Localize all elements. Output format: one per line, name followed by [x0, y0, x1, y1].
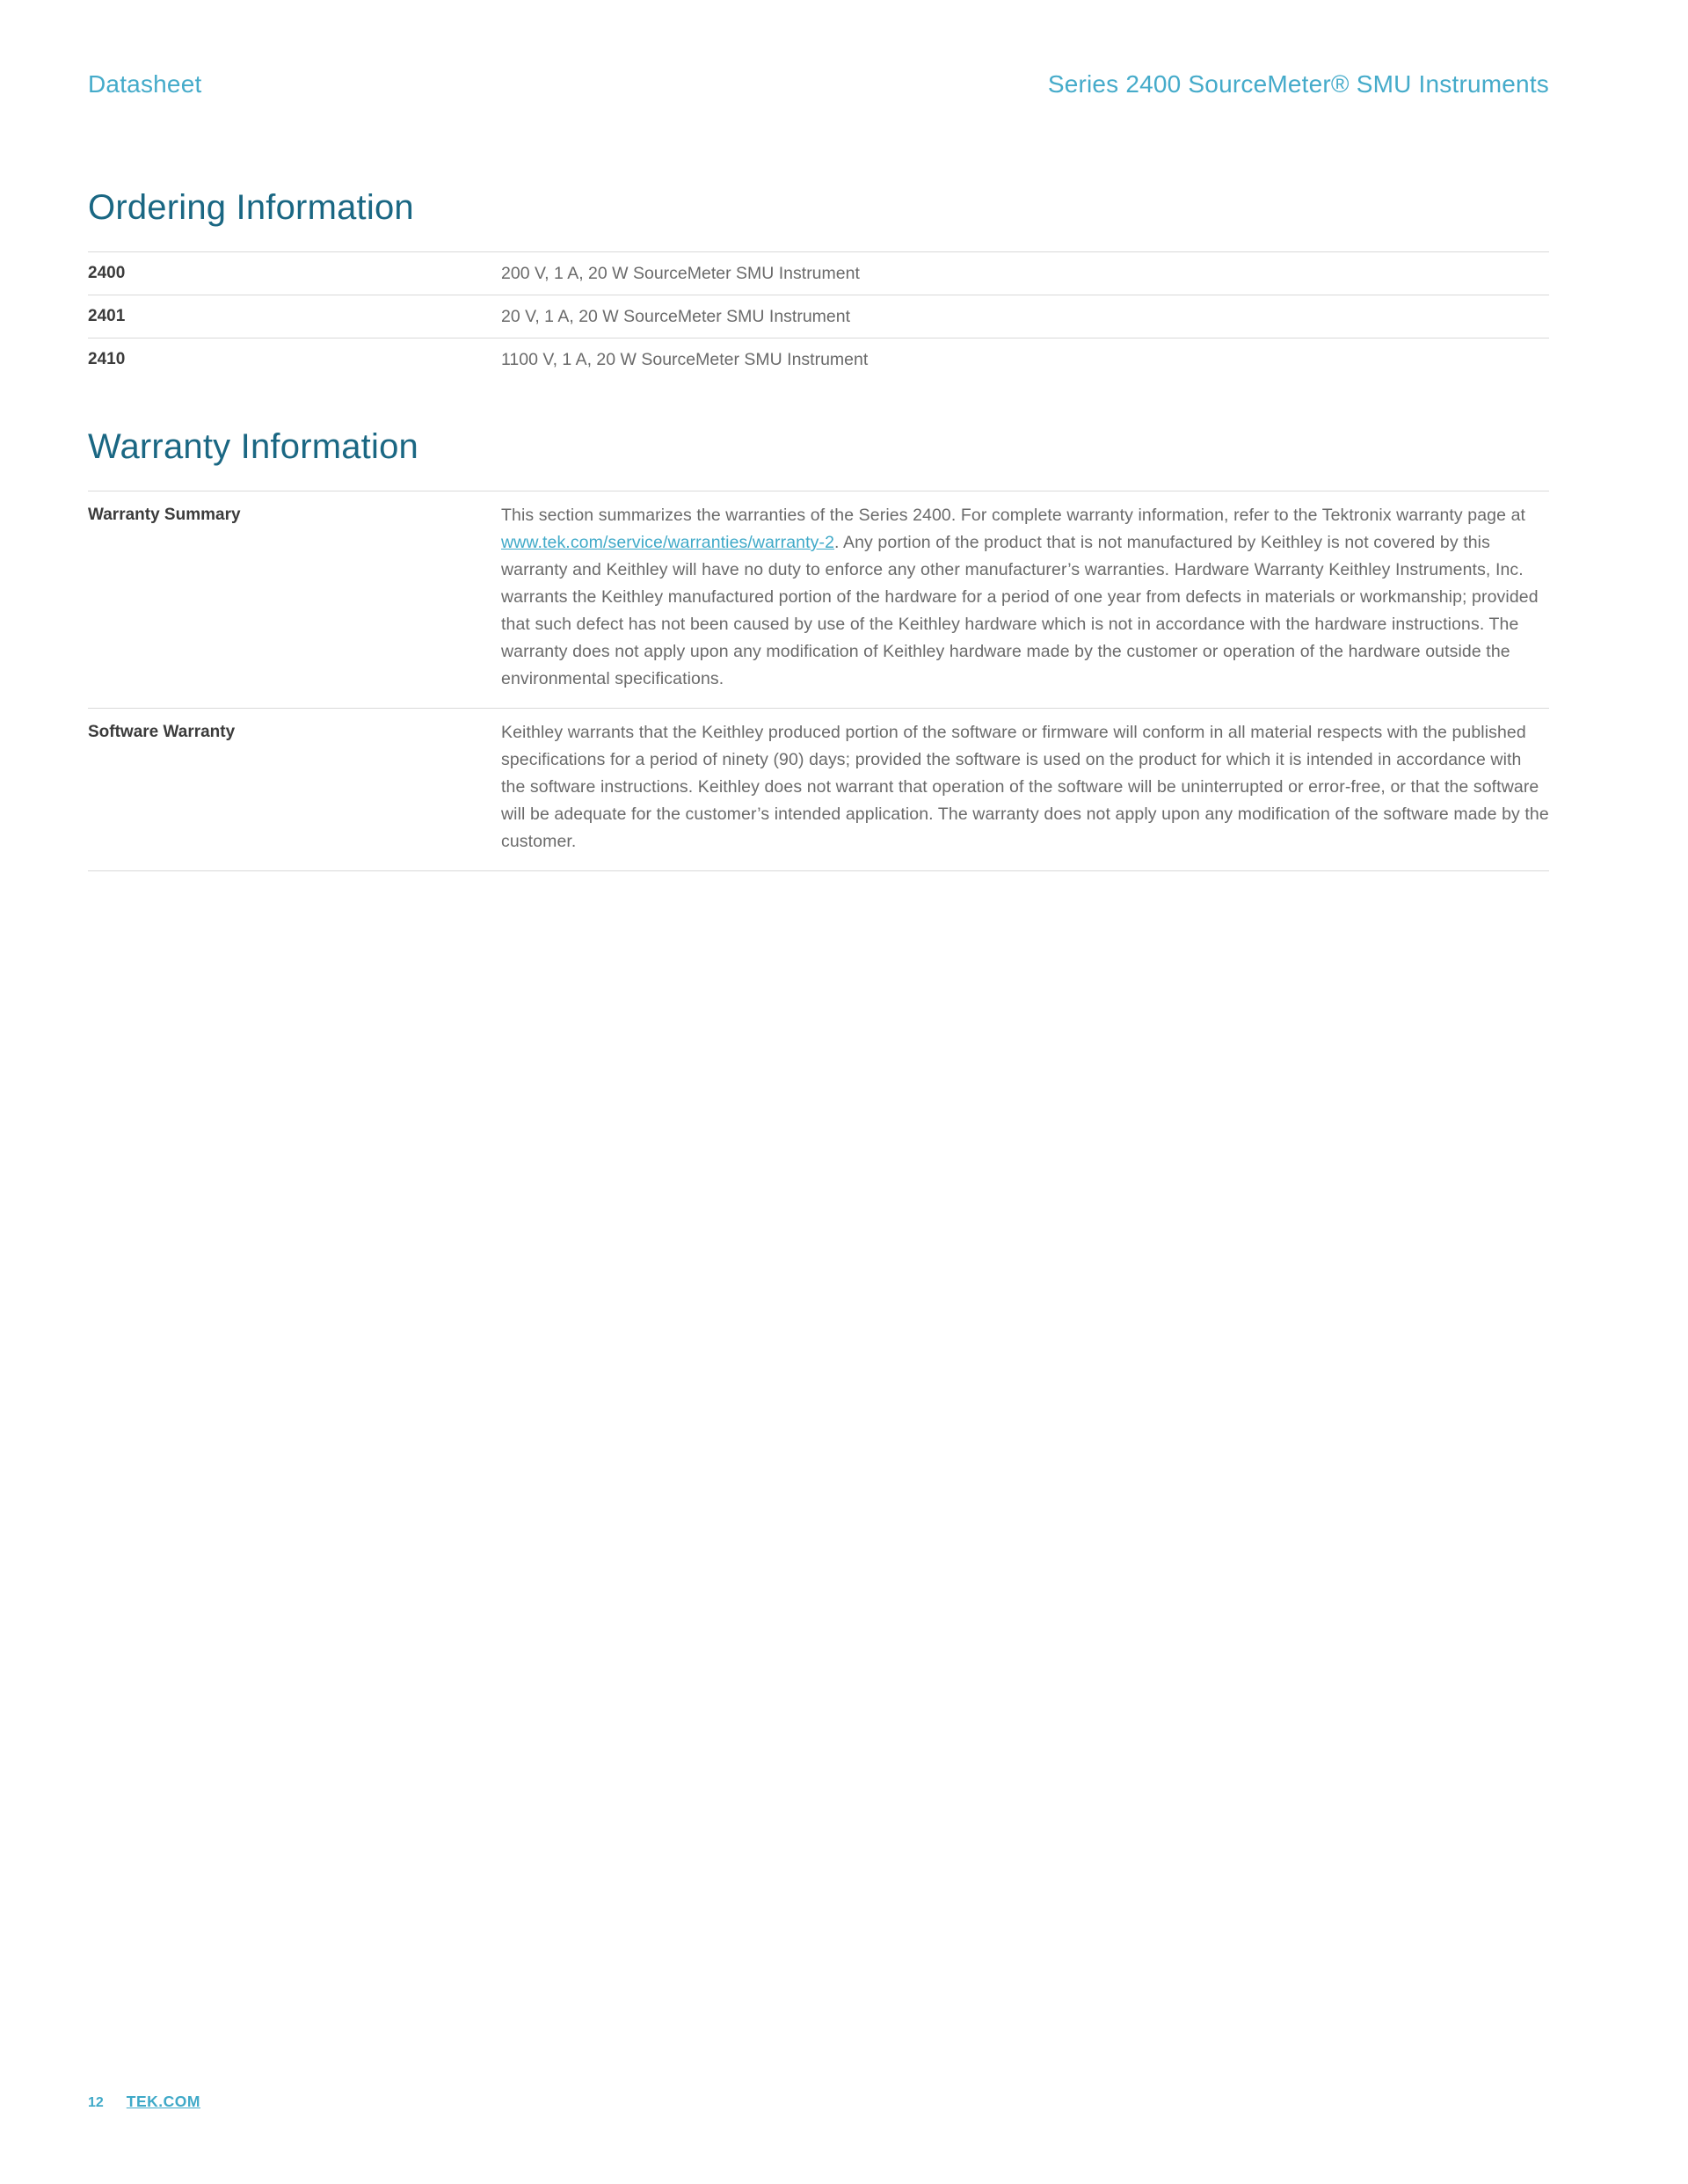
warranty-section-title: Warranty Information	[88, 427, 418, 466]
table-row	[88, 338, 1549, 381]
document-footer	[88, 2093, 200, 2111]
ordering-information-section	[88, 186, 1549, 381]
software-warranty-label: Software Warranty	[88, 723, 236, 741]
doc-type-label: Datasheet	[88, 70, 202, 98]
table-row	[88, 295, 1549, 338]
ordering-section-title: Ordering Information	[88, 188, 414, 227]
model-description: 200 V, 1 A, 20 W SourceMeter SMU Instrument	[501, 263, 860, 283]
table-row	[88, 491, 1549, 708]
model-number: 2410	[88, 350, 126, 368]
warranty-summary-text-pre: This section summarizes the warranties of the Series 2400. For complete warranty information, refer to the Tektronix warranty page at	[501, 506, 1526, 525]
ordering-table	[88, 251, 1549, 381]
warranty-summary-label: Warranty Summary	[88, 506, 241, 524]
warranty-summary-text-post: . Any portion of the product that is not manufactured by Keithley is not covered by this warranty and Keithley will have no duty to enforce any other manufacturer’s warranties. Hardware Warranty Keithley Instruments, Inc. warrants the Keithley manufactured portion of the hardware for a period of one year from defects in materials or workmanship; provided that such defect has not been caused by use of the Keithley hardware which is not in accordance with the hardware instructions. The warranty does not apply upon any modification of Keithley hardware made by the customer or operation of the hardware outside the environmental specifications.	[501, 533, 1539, 688]
table-row	[88, 708, 1549, 871]
warranty-summary-text	[501, 502, 1549, 693]
model-number: 2400	[88, 264, 126, 282]
warranty-information-section	[88, 426, 1549, 871]
warranty-page-link[interactable]: www.tek.com/service/warranties/warranty-2	[501, 533, 835, 552]
warranty-table	[88, 491, 1549, 871]
model-description: 1100 V, 1 A, 20 W SourceMeter SMU Instrument	[501, 349, 869, 369]
tek-com-link[interactable]: TEK.COM	[126, 2093, 200, 2110]
doc-title: Series 2400 SourceMeter® SMU Instruments	[1047, 70, 1549, 98]
table-row	[88, 251, 1549, 295]
page-number: 12	[88, 2095, 104, 2110]
model-description: 20 V, 1 A, 20 W SourceMeter SMU Instrument	[501, 306, 851, 326]
software-warranty-text: Keithley warrants that the Keithley produced portion of the software or firmware will conform in all material respects with the published specifications for a period of ninety (90) days; provided the software is used on the product for which it is intended in accordance with the software instructions. Keithley does not warrant that operation of the software will be uninterrupted or error-free, or that the software will be adequate for the customer’s intended application. The warranty does not apply upon any modification of the software made by the customer.	[501, 723, 1549, 851]
document-header	[88, 70, 1549, 98]
model-number: 2401	[88, 307, 126, 325]
